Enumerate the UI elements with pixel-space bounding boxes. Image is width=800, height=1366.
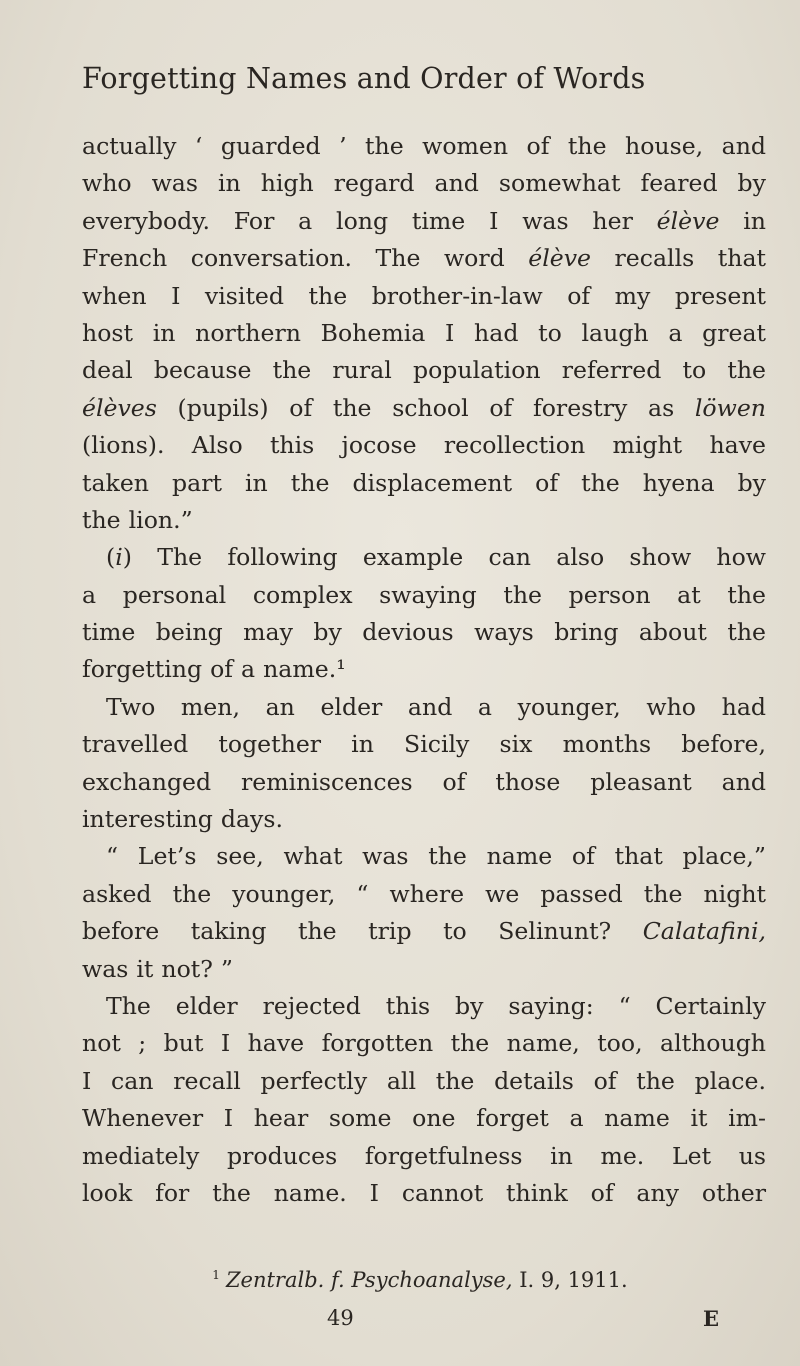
italic-text: élève: [656, 206, 720, 235]
text-run: travelled together in Sicily six months before,: [82, 730, 766, 759]
text-line: [82, 352, 766, 389]
text-line: [82, 726, 766, 763]
text-run: was it not? ”: [82, 954, 233, 983]
text-line: [82, 315, 766, 352]
text-line: [82, 1025, 766, 1062]
text-line: [82, 651, 766, 688]
italic-text: Calatafini,: [642, 917, 766, 946]
text-line: [82, 951, 766, 988]
text-run: (pupils) of the school of forestry as: [156, 393, 695, 422]
text-run: everybody. For a long time I was her: [82, 206, 657, 235]
text-line: [82, 1063, 766, 1100]
italic-text: Zentralb. f. Psychoanalyse,: [225, 1268, 513, 1292]
text-line: [82, 465, 766, 502]
body-text: [82, 128, 766, 1212]
italic-text: löwen: [694, 393, 766, 422]
page-number: 49: [327, 1306, 354, 1330]
text-line: [82, 240, 766, 277]
text-run: who was in high regard and somewhat feared by: [82, 169, 766, 198]
text-line: [82, 1175, 766, 1212]
text-run: the lion.”: [82, 505, 193, 534]
text-line: [82, 913, 766, 950]
text-run: when I visited the brother-in-law of my present: [82, 281, 766, 310]
text-line: [82, 502, 766, 539]
text-run: recalls that: [591, 244, 766, 273]
text-line: [82, 801, 766, 838]
text-line: [82, 1138, 766, 1175]
text-run: actually ‘ guarded ’ the women of the house, and: [82, 132, 766, 160]
footnote-text: [226, 1268, 628, 1292]
text-run: time being may by devious ways bring about the: [82, 618, 766, 647]
text-line: [82, 390, 766, 427]
text-run: deal because the rural population referred to the: [82, 356, 766, 385]
text-line: [82, 427, 766, 464]
text-line: [82, 764, 766, 801]
text-run: I. 9, 1911.: [512, 1268, 628, 1292]
text-run: before taking the trip to Selinunt?: [82, 917, 643, 946]
italic-text: i: [115, 543, 123, 572]
text-run: in: [719, 206, 766, 235]
text-run: “ Let’s see, what was the name of that place,”: [106, 842, 766, 871]
text-line: [82, 838, 766, 875]
text-line: [82, 876, 766, 913]
footnote-mark: 1: [212, 1268, 220, 1282]
text-line: [82, 128, 766, 165]
text-run: The elder rejected this by saying: “ Certainly: [106, 991, 766, 1020]
text-run: look for the name. I cannot think of any other: [82, 1178, 766, 1207]
text-line: [82, 278, 766, 315]
text-run: mediately produces forgetfulness in me. Let us: [82, 1141, 766, 1170]
text-run: interesting days.: [82, 805, 283, 834]
text-run: not ; but I have forgotten the name, too, although: [82, 1029, 766, 1058]
text-run: Whenever I hear some one forget a name it im-: [82, 1104, 766, 1133]
footnote: [0, 1268, 800, 1292]
text-run: (lions). Also this jocose recollection might have: [82, 431, 766, 460]
text-line: [82, 614, 766, 651]
italic-text: élèves: [82, 393, 157, 422]
text-run: exchanged reminiscences of those pleasant and: [82, 767, 766, 796]
running-head: Forgetting Names and Order of Words: [82, 62, 646, 95]
text-line: [82, 1100, 766, 1137]
text-run: asked the younger, “ where we passed the night: [82, 879, 766, 908]
text-run: French conversation. The word: [82, 244, 529, 273]
text-line: [82, 165, 766, 202]
text-line: [82, 689, 766, 726]
text-line: [82, 577, 766, 614]
text-run: ) The following example can also show how: [122, 543, 766, 572]
text-run: (: [106, 543, 116, 572]
text-run: forgetting of a name.¹: [82, 655, 346, 684]
text-line: [82, 988, 766, 1025]
signature-mark: E: [703, 1306, 720, 1331]
italic-text: élève: [528, 244, 592, 273]
text-line: [82, 539, 766, 576]
text-run: I can recall perfectly all the details of the place.: [82, 1066, 766, 1095]
text-run: a personal complex swaying the person at the: [82, 580, 766, 609]
text-run: Two men, an elder and a younger, who had: [106, 692, 766, 721]
text-run: taken part in the displacement of the hyena by: [82, 468, 766, 497]
text-run: host in northern Bohemia I had to laugh a great: [82, 318, 766, 347]
text-line: [82, 203, 766, 240]
